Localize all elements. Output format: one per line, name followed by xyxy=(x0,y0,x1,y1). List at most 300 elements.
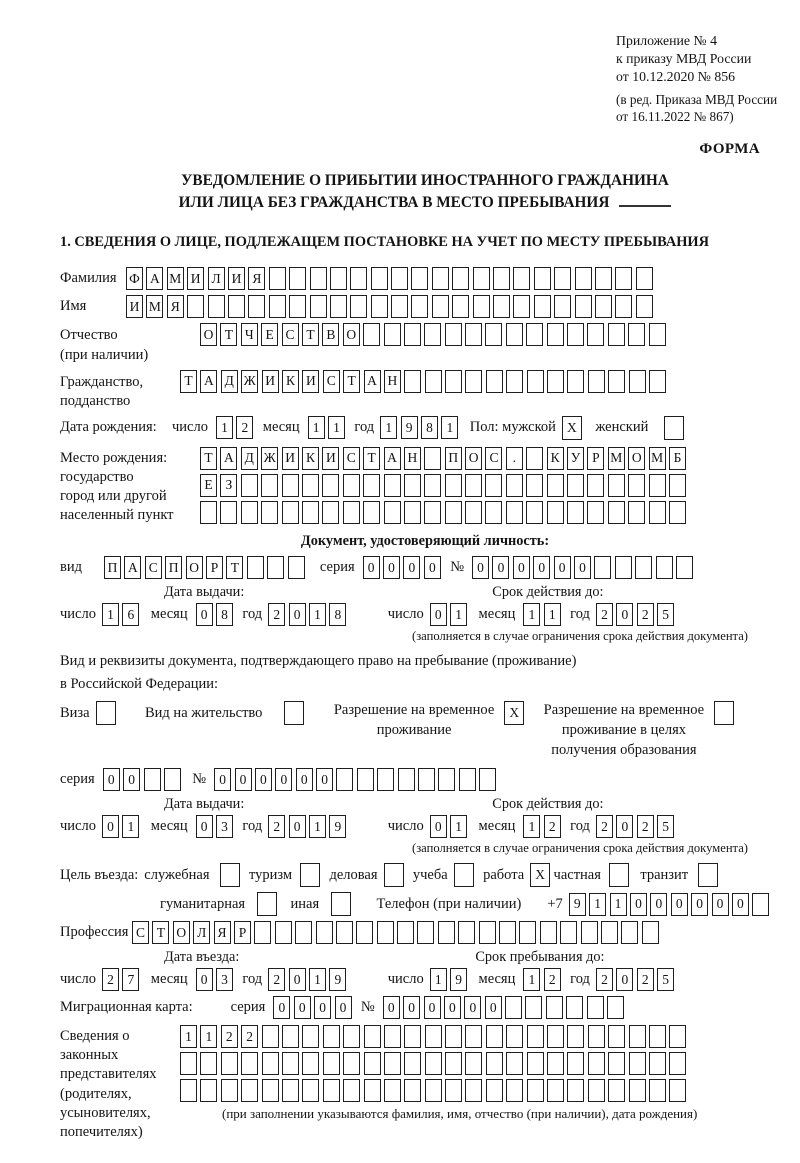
char-cell[interactable]: О xyxy=(343,323,360,346)
char-cell[interactable]: И xyxy=(322,447,339,470)
char-cell[interactable] xyxy=(284,701,304,725)
char-cell[interactable]: 0 xyxy=(464,996,481,1019)
char-cell[interactable] xyxy=(282,1025,299,1048)
char-cell[interactable]: Ж xyxy=(261,447,278,470)
char-cell[interactable] xyxy=(609,863,629,887)
char-cell[interactable] xyxy=(567,501,584,524)
char-cell[interactable] xyxy=(608,1025,625,1048)
char-cell[interactable] xyxy=(567,1025,584,1048)
char-cell[interactable] xyxy=(356,921,373,944)
char-cell[interactable]: 2 xyxy=(596,968,613,991)
char-cell[interactable]: 0 xyxy=(196,815,213,838)
char-cell[interactable] xyxy=(302,1079,319,1102)
char-cell[interactable]: 8 xyxy=(421,416,438,439)
char-cell[interactable]: 0 xyxy=(430,815,447,838)
char-cell[interactable] xyxy=(384,1025,401,1048)
char-cell[interactable]: И xyxy=(282,447,299,470)
stay-day-input[interactable] xyxy=(430,968,471,991)
char-cell[interactable]: X xyxy=(562,416,582,440)
char-cell[interactable]: 2 xyxy=(102,968,119,991)
char-cell[interactable]: 2 xyxy=(268,815,285,838)
char-cell[interactable]: . xyxy=(506,447,523,470)
char-cell[interactable] xyxy=(607,996,624,1019)
char-cell[interactable]: 0 xyxy=(403,556,420,579)
char-cell[interactable] xyxy=(669,474,686,497)
char-cell[interactable]: Ф xyxy=(126,267,143,290)
char-cell[interactable] xyxy=(247,556,264,579)
char-cell[interactable]: М xyxy=(649,447,666,470)
char-cell[interactable] xyxy=(257,892,277,916)
char-cell[interactable]: 1 xyxy=(216,416,233,439)
char-cell[interactable]: 0 xyxy=(255,768,272,791)
char-cell[interactable] xyxy=(473,295,490,318)
char-cell[interactable] xyxy=(465,1079,482,1102)
char-cell[interactable] xyxy=(323,1079,340,1102)
char-cell[interactable]: 2 xyxy=(241,1025,258,1048)
char-cell[interactable] xyxy=(411,267,428,290)
char-cell[interactable]: 0 xyxy=(691,893,708,916)
char-cell[interactable] xyxy=(566,996,583,1019)
char-cell[interactable] xyxy=(608,1052,625,1075)
char-cell[interactable]: О xyxy=(173,921,190,944)
char-cell[interactable] xyxy=(221,1052,238,1075)
char-cell[interactable] xyxy=(288,556,305,579)
migration-series-input[interactable] xyxy=(273,996,355,1019)
char-cell[interactable] xyxy=(486,1052,503,1075)
char-cell[interactable]: Е xyxy=(200,474,217,497)
char-cell[interactable] xyxy=(96,701,116,725)
char-cell[interactable]: 0 xyxy=(616,815,633,838)
char-cell[interactable] xyxy=(656,556,673,579)
entry-day-input[interactable] xyxy=(102,968,143,991)
char-cell[interactable] xyxy=(220,501,237,524)
char-cell[interactable] xyxy=(594,556,611,579)
char-cell[interactable] xyxy=(629,1052,646,1075)
char-cell[interactable]: 2 xyxy=(596,815,613,838)
char-cell[interactable]: 2 xyxy=(544,968,561,991)
char-cell[interactable] xyxy=(336,768,353,791)
residence-issue-day-input[interactable] xyxy=(102,815,143,838)
char-cell[interactable]: 1 xyxy=(309,815,326,838)
char-cell[interactable]: Ж xyxy=(241,370,258,393)
valid-month-input[interactable] xyxy=(523,603,564,626)
char-cell[interactable]: 8 xyxy=(329,603,346,626)
char-cell[interactable] xyxy=(587,501,604,524)
char-cell[interactable]: Б xyxy=(669,447,686,470)
char-cell[interactable] xyxy=(506,1079,523,1102)
surname-input[interactable] xyxy=(126,267,656,290)
char-cell[interactable] xyxy=(384,1052,401,1075)
char-cell[interactable]: 5 xyxy=(657,815,674,838)
char-cell[interactable] xyxy=(377,921,394,944)
char-cell[interactable] xyxy=(302,1025,319,1048)
char-cell[interactable] xyxy=(289,295,306,318)
char-cell[interactable] xyxy=(384,863,404,887)
char-cell[interactable] xyxy=(262,1052,279,1075)
char-cell[interactable] xyxy=(343,501,360,524)
stay-year-input[interactable] xyxy=(596,968,678,991)
char-cell[interactable] xyxy=(445,1025,462,1048)
char-cell[interactable]: 1 xyxy=(102,603,119,626)
residence-permit-checkbox[interactable] xyxy=(284,701,307,725)
char-cell[interactable] xyxy=(310,295,327,318)
char-cell[interactable] xyxy=(424,501,441,524)
char-cell[interactable] xyxy=(567,323,584,346)
char-cell[interactable] xyxy=(649,501,666,524)
char-cell[interactable]: О xyxy=(628,447,645,470)
visa-checkbox[interactable] xyxy=(96,701,119,725)
doc-series-input[interactable] xyxy=(363,556,445,579)
char-cell[interactable]: 1 xyxy=(309,968,326,991)
char-cell[interactable] xyxy=(669,1079,686,1102)
char-cell[interactable] xyxy=(486,1025,503,1048)
residence-number-input[interactable] xyxy=(214,768,499,791)
char-cell[interactable]: Т xyxy=(180,370,197,393)
char-cell[interactable] xyxy=(180,1052,197,1075)
citizenship-input[interactable] xyxy=(180,370,669,393)
issue-day-input[interactable] xyxy=(102,603,143,626)
char-cell[interactable]: 0 xyxy=(316,768,333,791)
residence-valid-year-input[interactable] xyxy=(596,815,678,838)
char-cell[interactable]: Я xyxy=(248,267,265,290)
char-cell[interactable]: 0 xyxy=(513,556,530,579)
purpose-business-checkbox[interactable] xyxy=(384,863,407,887)
char-cell[interactable] xyxy=(200,1079,217,1102)
char-cell[interactable] xyxy=(635,556,652,579)
char-cell[interactable] xyxy=(649,474,666,497)
legal-reps-row3-input[interactable] xyxy=(180,1079,697,1102)
migration-number-input[interactable] xyxy=(383,996,628,1019)
char-cell[interactable]: 0 xyxy=(214,768,231,791)
char-cell[interactable]: 1 xyxy=(523,603,540,626)
char-cell[interactable] xyxy=(526,474,543,497)
char-cell[interactable]: А xyxy=(384,447,401,470)
char-cell[interactable]: С xyxy=(323,370,340,393)
char-cell[interactable]: О xyxy=(200,323,217,346)
char-cell[interactable] xyxy=(144,768,161,791)
birth-month-input[interactable] xyxy=(308,416,349,439)
char-cell[interactable]: 0 xyxy=(363,556,380,579)
char-cell[interactable]: К xyxy=(282,370,299,393)
char-cell[interactable] xyxy=(221,1079,238,1102)
char-cell[interactable] xyxy=(371,267,388,290)
char-cell[interactable] xyxy=(669,1025,686,1048)
char-cell[interactable]: В xyxy=(322,323,339,346)
char-cell[interactable] xyxy=(404,474,421,497)
char-cell[interactable] xyxy=(513,267,530,290)
char-cell[interactable]: С xyxy=(343,447,360,470)
char-cell[interactable]: X xyxy=(504,701,524,725)
char-cell[interactable]: И xyxy=(262,370,279,393)
char-cell[interactable]: П xyxy=(104,556,121,579)
char-cell[interactable] xyxy=(519,921,536,944)
char-cell[interactable] xyxy=(567,1079,584,1102)
char-cell[interactable]: 0 xyxy=(335,996,352,1019)
char-cell[interactable] xyxy=(486,1079,503,1102)
char-cell[interactable] xyxy=(200,1052,217,1075)
issue-year-input[interactable] xyxy=(268,603,350,626)
char-cell[interactable] xyxy=(282,1079,299,1102)
char-cell[interactable]: Я xyxy=(214,921,231,944)
birth-day-input[interactable] xyxy=(216,416,257,439)
char-cell[interactable] xyxy=(432,267,449,290)
purpose-study-checkbox[interactable] xyxy=(454,863,477,887)
char-cell[interactable]: Т xyxy=(343,370,360,393)
char-cell[interactable]: О xyxy=(465,447,482,470)
char-cell[interactable]: Р xyxy=(206,556,223,579)
char-cell[interactable] xyxy=(454,863,474,887)
char-cell[interactable] xyxy=(465,1025,482,1048)
char-cell[interactable] xyxy=(615,556,632,579)
sex-male-checkbox[interactable] xyxy=(562,416,585,440)
char-cell[interactable] xyxy=(629,1025,646,1048)
char-cell[interactable] xyxy=(636,267,653,290)
residence-issue-year-input[interactable] xyxy=(268,815,350,838)
char-cell[interactable] xyxy=(398,768,415,791)
char-cell[interactable]: 0 xyxy=(424,996,441,1019)
char-cell[interactable]: 5 xyxy=(657,603,674,626)
char-cell[interactable] xyxy=(424,474,441,497)
char-cell[interactable]: 0 xyxy=(289,968,306,991)
char-cell[interactable] xyxy=(424,447,441,470)
char-cell[interactable]: 1 xyxy=(450,603,467,626)
char-cell[interactable]: 0 xyxy=(492,556,509,579)
char-cell[interactable] xyxy=(608,1079,625,1102)
char-cell[interactable] xyxy=(391,295,408,318)
char-cell[interactable] xyxy=(506,474,523,497)
char-cell[interactable] xyxy=(752,893,769,916)
char-cell[interactable] xyxy=(425,1025,442,1048)
char-cell[interactable]: Т xyxy=(302,323,319,346)
char-cell[interactable] xyxy=(425,1079,442,1102)
char-cell[interactable] xyxy=(547,370,564,393)
residence-valid-day-input[interactable] xyxy=(430,815,471,838)
char-cell[interactable]: И xyxy=(187,267,204,290)
char-cell[interactable]: 0 xyxy=(671,893,688,916)
char-cell[interactable] xyxy=(628,323,645,346)
char-cell[interactable] xyxy=(587,474,604,497)
residence-issue-month-input[interactable] xyxy=(196,815,237,838)
purpose-other-checkbox[interactable] xyxy=(331,892,354,916)
char-cell[interactable] xyxy=(417,921,434,944)
char-cell[interactable]: 0 xyxy=(712,893,729,916)
purpose-private-checkbox[interactable] xyxy=(609,863,632,887)
char-cell[interactable] xyxy=(615,295,632,318)
char-cell[interactable]: 2 xyxy=(637,815,654,838)
birth-place-row3-input[interactable] xyxy=(200,501,689,524)
residence-series-input[interactable] xyxy=(103,768,185,791)
char-cell[interactable] xyxy=(588,1052,605,1075)
char-cell[interactable] xyxy=(479,921,496,944)
temp-permit-edu-checkbox[interactable] xyxy=(714,701,737,725)
char-cell[interactable]: 2 xyxy=(268,603,285,626)
char-cell[interactable] xyxy=(459,768,476,791)
char-cell[interactable]: 0 xyxy=(403,996,420,1019)
char-cell[interactable]: 0 xyxy=(102,815,119,838)
char-cell[interactable] xyxy=(248,295,265,318)
char-cell[interactable]: А xyxy=(146,267,163,290)
char-cell[interactable] xyxy=(404,370,421,393)
char-cell[interactable] xyxy=(628,501,645,524)
char-cell[interactable] xyxy=(588,1079,605,1102)
char-cell[interactable] xyxy=(452,295,469,318)
char-cell[interactable]: Т xyxy=(226,556,243,579)
char-cell[interactable] xyxy=(581,921,598,944)
char-cell[interactable]: 0 xyxy=(430,603,447,626)
char-cell[interactable]: 0 xyxy=(630,893,647,916)
char-cell[interactable]: 1 xyxy=(523,968,540,991)
char-cell[interactable]: 3 xyxy=(216,815,233,838)
char-cell[interactable] xyxy=(575,267,592,290)
char-cell[interactable]: У xyxy=(567,447,584,470)
char-cell[interactable]: 1 xyxy=(544,603,561,626)
char-cell[interactable]: 0 xyxy=(296,768,313,791)
char-cell[interactable]: Я xyxy=(167,295,184,318)
char-cell[interactable]: 0 xyxy=(574,556,591,579)
char-cell[interactable]: А xyxy=(220,447,237,470)
char-cell[interactable] xyxy=(269,295,286,318)
char-cell[interactable]: 0 xyxy=(196,603,213,626)
char-cell[interactable]: 0 xyxy=(383,556,400,579)
char-cell[interactable] xyxy=(526,323,543,346)
char-cell[interactable] xyxy=(425,370,442,393)
char-cell[interactable] xyxy=(546,996,563,1019)
char-cell[interactable] xyxy=(465,323,482,346)
char-cell[interactable] xyxy=(350,295,367,318)
char-cell[interactable] xyxy=(587,996,604,1019)
char-cell[interactable]: 1 xyxy=(122,815,139,838)
char-cell[interactable] xyxy=(567,474,584,497)
char-cell[interactable] xyxy=(425,1052,442,1075)
char-cell[interactable] xyxy=(588,370,605,393)
char-cell[interactable] xyxy=(384,323,401,346)
char-cell[interactable]: П xyxy=(165,556,182,579)
stay-month-input[interactable] xyxy=(523,968,564,991)
char-cell[interactable]: Т xyxy=(200,447,217,470)
char-cell[interactable] xyxy=(587,323,604,346)
char-cell[interactable] xyxy=(608,501,625,524)
char-cell[interactable] xyxy=(445,370,462,393)
char-cell[interactable] xyxy=(350,267,367,290)
char-cell[interactable] xyxy=(664,416,684,440)
purpose-official-checkbox[interactable] xyxy=(220,863,243,887)
char-cell[interactable] xyxy=(527,1052,544,1075)
char-cell[interactable] xyxy=(310,267,327,290)
char-cell[interactable] xyxy=(567,1052,584,1075)
char-cell[interactable] xyxy=(438,768,455,791)
char-cell[interactable] xyxy=(261,501,278,524)
char-cell[interactable]: 2 xyxy=(596,603,613,626)
char-cell[interactable] xyxy=(567,370,584,393)
char-cell[interactable] xyxy=(540,921,557,944)
char-cell[interactable] xyxy=(322,474,339,497)
char-cell[interactable] xyxy=(608,474,625,497)
char-cell[interactable] xyxy=(343,1052,360,1075)
char-cell[interactable] xyxy=(282,501,299,524)
char-cell[interactable]: 1 xyxy=(200,1025,217,1048)
char-cell[interactable]: Н xyxy=(404,447,421,470)
char-cell[interactable]: З xyxy=(220,474,237,497)
char-cell[interactable]: 5 xyxy=(657,968,674,991)
char-cell[interactable]: 0 xyxy=(289,603,306,626)
char-cell[interactable]: 0 xyxy=(235,768,252,791)
char-cell[interactable] xyxy=(608,323,625,346)
char-cell[interactable]: 0 xyxy=(314,996,331,1019)
sex-female-checkbox[interactable] xyxy=(664,416,687,440)
char-cell[interactable]: 0 xyxy=(554,556,571,579)
char-cell[interactable] xyxy=(228,295,245,318)
char-cell[interactable]: Л xyxy=(193,921,210,944)
char-cell[interactable] xyxy=(465,474,482,497)
char-cell[interactable] xyxy=(649,323,666,346)
char-cell[interactable]: 0 xyxy=(444,996,461,1019)
char-cell[interactable] xyxy=(575,295,592,318)
char-cell[interactable] xyxy=(262,1079,279,1102)
char-cell[interactable] xyxy=(343,1079,360,1102)
char-cell[interactable]: 2 xyxy=(236,416,253,439)
char-cell[interactable] xyxy=(262,1025,279,1048)
char-cell[interactable] xyxy=(424,323,441,346)
char-cell[interactable]: 0 xyxy=(732,893,749,916)
char-cell[interactable] xyxy=(473,267,490,290)
birth-place-row1-input[interactable] xyxy=(200,447,689,470)
char-cell[interactable] xyxy=(642,921,659,944)
char-cell[interactable] xyxy=(384,1079,401,1102)
char-cell[interactable] xyxy=(534,267,551,290)
char-cell[interactable] xyxy=(241,474,258,497)
char-cell[interactable] xyxy=(323,1052,340,1075)
temp-permit-checkbox[interactable] xyxy=(504,701,527,725)
char-cell[interactable] xyxy=(526,501,543,524)
phone-input[interactable] xyxy=(569,893,773,916)
char-cell[interactable]: 0 xyxy=(472,556,489,579)
char-cell[interactable]: 1 xyxy=(450,815,467,838)
char-cell[interactable] xyxy=(267,556,284,579)
char-cell[interactable] xyxy=(547,1079,564,1102)
char-cell[interactable]: С xyxy=(132,921,149,944)
char-cell[interactable]: 2 xyxy=(637,968,654,991)
char-cell[interactable] xyxy=(323,1025,340,1048)
char-cell[interactable]: Ч xyxy=(241,323,258,346)
char-cell[interactable]: А xyxy=(364,370,381,393)
char-cell[interactable]: X xyxy=(530,863,550,887)
char-cell[interactable] xyxy=(486,370,503,393)
char-cell[interactable]: Л xyxy=(208,267,225,290)
char-cell[interactable] xyxy=(669,501,686,524)
char-cell[interactable] xyxy=(164,768,181,791)
char-cell[interactable] xyxy=(669,1052,686,1075)
char-cell[interactable] xyxy=(445,474,462,497)
char-cell[interactable]: М xyxy=(608,447,625,470)
given-name-input[interactable] xyxy=(126,295,656,318)
char-cell[interactable] xyxy=(384,474,401,497)
char-cell[interactable] xyxy=(357,768,374,791)
char-cell[interactable] xyxy=(302,501,319,524)
char-cell[interactable] xyxy=(547,1052,564,1075)
purpose-tourism-checkbox[interactable] xyxy=(300,863,323,887)
char-cell[interactable]: 3 xyxy=(216,968,233,991)
char-cell[interactable] xyxy=(595,295,612,318)
char-cell[interactable] xyxy=(220,863,240,887)
char-cell[interactable] xyxy=(506,501,523,524)
char-cell[interactable]: 1 xyxy=(523,815,540,838)
char-cell[interactable] xyxy=(322,501,339,524)
char-cell[interactable] xyxy=(527,1079,544,1102)
char-cell[interactable] xyxy=(526,447,543,470)
char-cell[interactable]: 2 xyxy=(268,968,285,991)
char-cell[interactable] xyxy=(527,370,544,393)
char-cell[interactable]: Е xyxy=(261,323,278,346)
